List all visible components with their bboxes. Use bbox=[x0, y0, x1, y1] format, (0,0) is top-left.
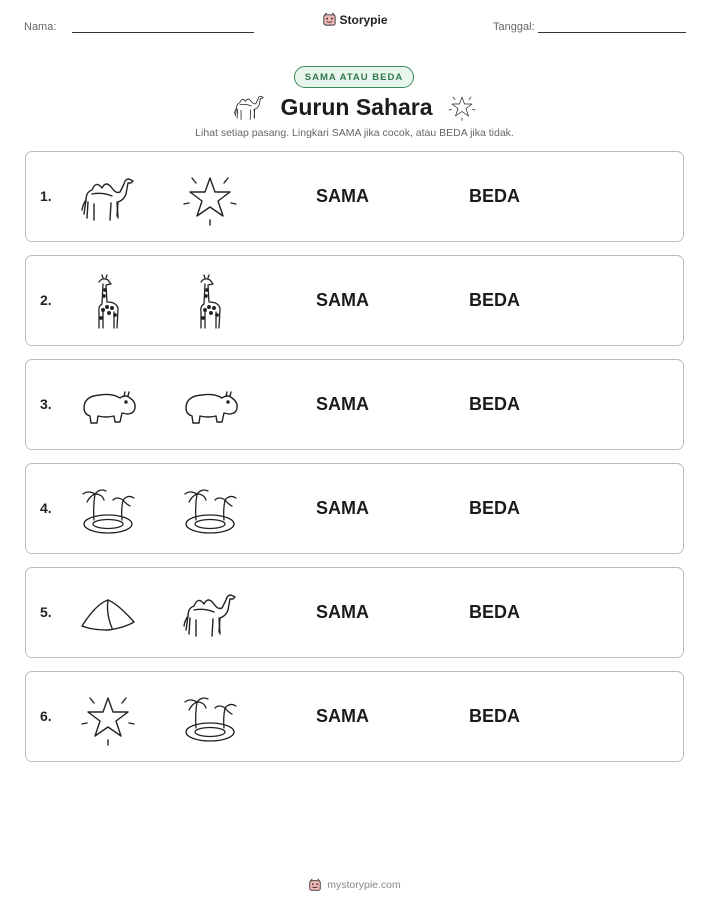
question-row bbox=[25, 255, 684, 346]
brand bbox=[321, 12, 387, 27]
different-option[interactable]: BEDA bbox=[469, 290, 521, 310]
header bbox=[24, 12, 685, 40]
different-option[interactable]: BEDA bbox=[469, 186, 521, 206]
question-row bbox=[25, 151, 684, 242]
camel-icon bbox=[232, 91, 266, 123]
hippo-icon bbox=[78, 378, 138, 434]
camel-icon bbox=[78, 170, 138, 226]
giraffe-icon bbox=[78, 274, 138, 330]
date-label: Tanggal: bbox=[493, 21, 535, 33]
sand-dune-icon bbox=[78, 586, 138, 642]
same-option[interactable]: SAMA bbox=[316, 706, 369, 726]
activity-badge: SAMA ATAU BEDA bbox=[294, 66, 414, 88]
question-number: 2. bbox=[40, 292, 52, 308]
oasis-icon bbox=[180, 690, 240, 746]
star-icon bbox=[180, 170, 240, 226]
question-row bbox=[25, 359, 684, 450]
storypie-logo-icon bbox=[308, 878, 322, 892]
footer-url: mystorypie.com bbox=[327, 879, 401, 891]
question-row bbox=[25, 463, 684, 554]
page-title: Gurun Sahara bbox=[280, 93, 433, 120]
different-option[interactable]: BEDA bbox=[469, 498, 521, 518]
same-option[interactable]: SAMA bbox=[316, 290, 369, 310]
star-icon bbox=[447, 93, 477, 121]
same-option[interactable]: SAMA bbox=[316, 498, 369, 518]
name-label: Nama: bbox=[24, 21, 57, 33]
different-option[interactable]: BEDA bbox=[469, 394, 521, 414]
question-row bbox=[25, 567, 684, 658]
different-option[interactable]: BEDA bbox=[469, 706, 521, 726]
question-number: 3. bbox=[40, 396, 52, 412]
storypie-logo-icon bbox=[321, 12, 336, 27]
giraffe-icon bbox=[180, 274, 240, 330]
date-field-line[interactable] bbox=[538, 32, 686, 33]
hippo-icon bbox=[180, 378, 240, 434]
same-option[interactable]: SAMA bbox=[316, 394, 369, 414]
instructions: Lihat setiap pasang. Lingkari SAMA jika cocok, atau BEDA jika tidak. bbox=[195, 127, 514, 139]
oasis-icon bbox=[78, 482, 138, 538]
question-number: 6. bbox=[40, 708, 52, 724]
question-number: 1. bbox=[40, 188, 52, 204]
star-icon bbox=[78, 690, 138, 746]
name-field-line[interactable] bbox=[72, 32, 254, 33]
different-option[interactable]: BEDA bbox=[469, 602, 521, 622]
question-number: 4. bbox=[40, 500, 52, 516]
question-number: 5. bbox=[40, 604, 52, 620]
title-row bbox=[0, 90, 709, 124]
footer bbox=[0, 878, 709, 892]
camel-icon bbox=[180, 586, 240, 642]
same-option[interactable]: SAMA bbox=[316, 602, 369, 622]
same-option[interactable]: SAMA bbox=[316, 186, 369, 206]
question-row bbox=[25, 671, 684, 762]
brand-name: Storypie bbox=[339, 12, 388, 27]
oasis-icon bbox=[180, 482, 240, 538]
